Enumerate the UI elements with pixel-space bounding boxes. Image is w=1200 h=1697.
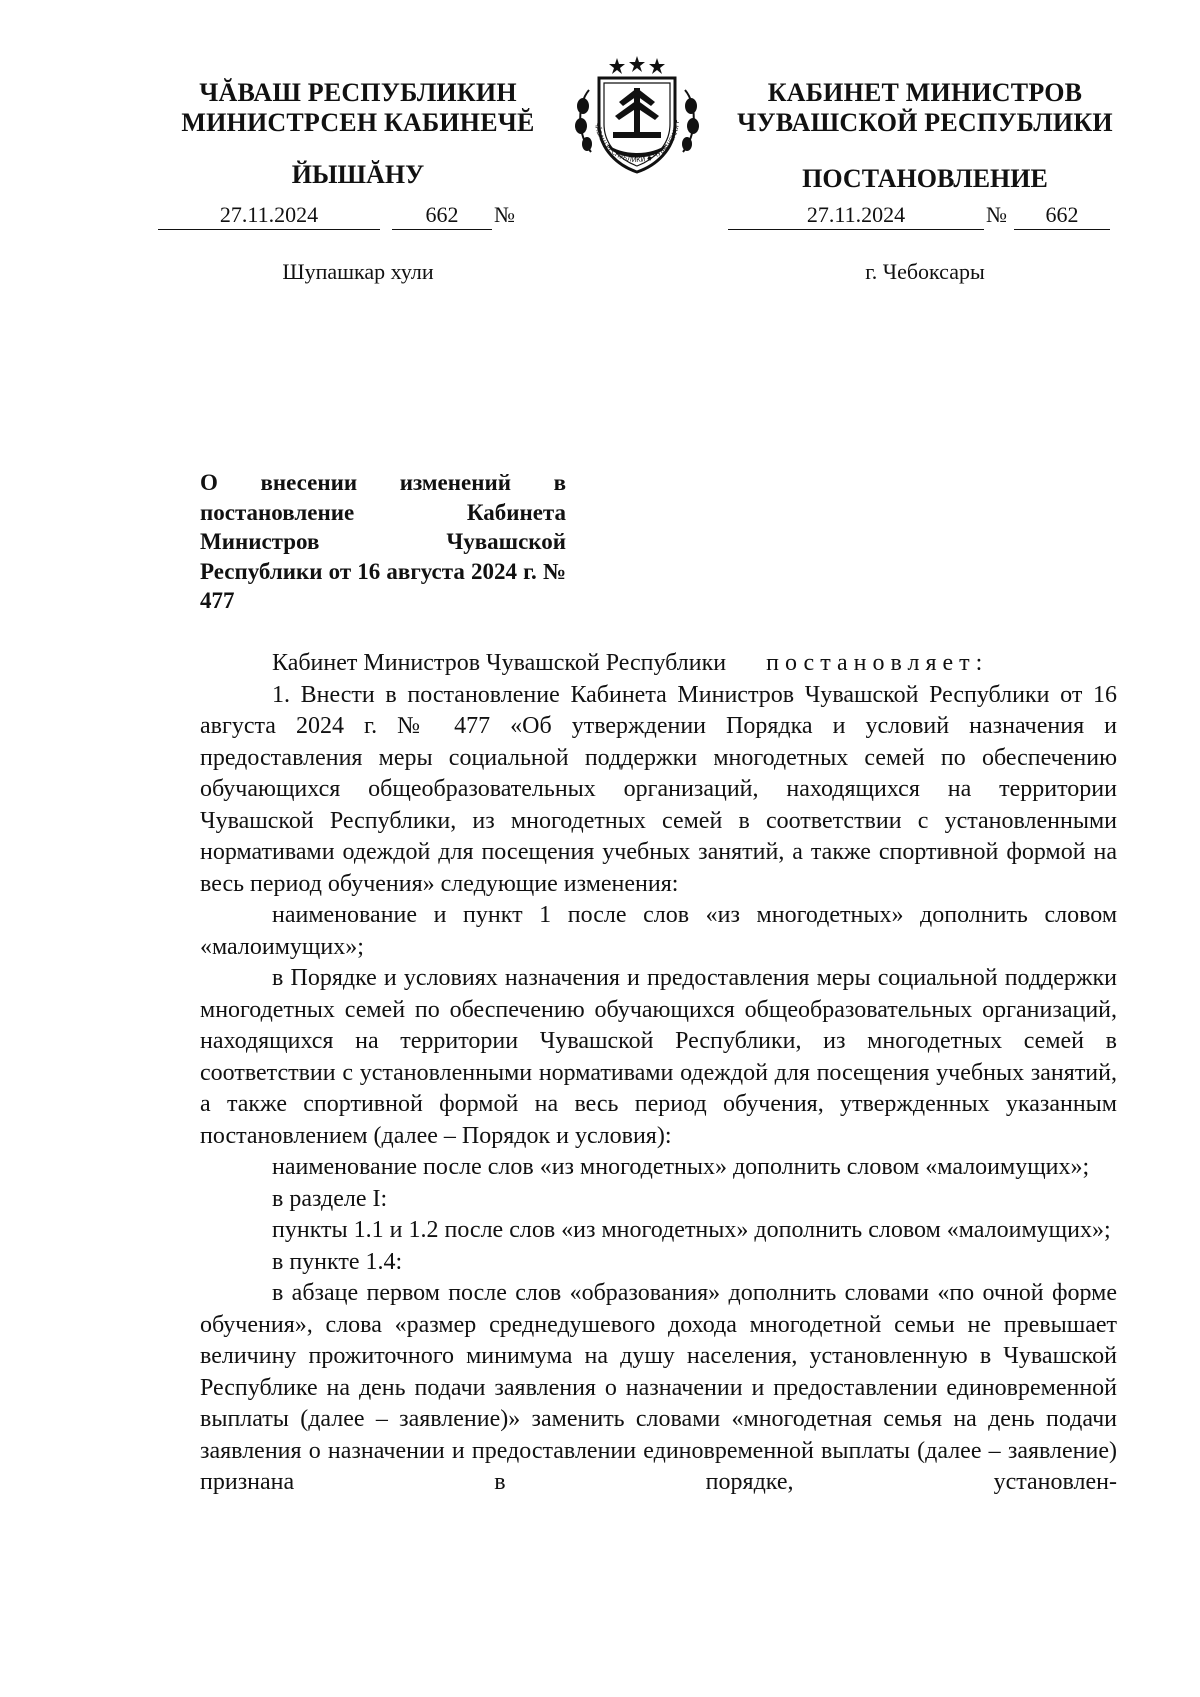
russian-authority-title (730, 78, 1120, 138)
chuvash-authority-title (168, 78, 548, 138)
russian-date-field: 27.11.2024 (728, 200, 984, 230)
intro-line (200, 648, 1117, 680)
paragraph-4: наименование после слов «из многодетных» дополнить словом «малоимущих»; (272, 1154, 1090, 1180)
paragraph-5: в разделе I: (272, 1185, 388, 1212)
russian-title-line2: ЧУВАШСКОЙ РЕСПУБЛИКИ (737, 108, 1113, 137)
chuvash-number-sign: № (494, 202, 515, 227)
svg-text:ЧĂВАШ РЕСПУБЛИКИ ◆ ЧУВАШСКАЯ Р: ЧĂВАШ РЕСПУБЛИКИ ◆ ЧУВАШСКАЯ Р (593, 119, 682, 165)
resolution-body (200, 648, 1117, 1499)
chuvash-number-field: 662 (392, 200, 492, 230)
paragraph-1: 1. Внести в постановление Кабинета Министров Чувашской Республики от 16 августа 2024 г. № 477 «Об утверждении Порядка и условий назначения и предоставления меры социальной поддержки многодетных семей по обеспечению обучающихся общеобразовательных организаций, находящихся на территории Чувашской Республики, из многодетных семей в соответствии с установленными нормативами одеждой для посещения учебных занятий, а также спортивной формой на весь период обучения» следующие изменения: (200, 681, 1117, 897)
paragraph-6: пункты 1.1 и 1.2 после слов «из многодетных» дополнить словом «малоимущих»; (272, 1217, 1111, 1243)
chuvash-date-field: 27.11.2024 (158, 200, 380, 230)
paragraph-2: наименование и пункт 1 после слов «из многодетных» дополнить словом «малоимущих»; (200, 902, 1117, 960)
paragraph-8: в абзаце первом после слов «образования» дополнить словами «по очной форме обучения», слова «размер среднедушевого дохода многодетной семьи не превышает величину прожиточного минимума на душу населения, установленную в Чувашской Республике на день подачи заявления о назначении и предоставлении единовременной выплаты (далее – заявление)» заменить словами «многодетная семья на день подачи заявления о назначении и предоставлении единовременной выплаты (далее – заявление) признана в порядке, установлен- (200, 1280, 1117, 1495)
russian-number-sign: № (986, 202, 1007, 227)
russian-city: г. Чебоксары (865, 259, 985, 284)
chuvash-doc-type: ЙЫШĂНУ (291, 160, 425, 189)
paragraph-7: в пункте 1.4: (272, 1248, 403, 1275)
intro-verb: постановляет: (766, 650, 989, 676)
russian-doc-type: ПОСТАНОВЛЕНИЕ (802, 164, 1048, 193)
chuvash-title-line2: МИНИСТРСЕН КАБИНЕЧĔ (181, 108, 535, 137)
chuvash-city: Шупашкар хули (282, 259, 434, 284)
russian-title-line1: КАБИНЕТ МИНИСТРОВ (767, 78, 1083, 107)
paragraph-3: в Порядке и условиях назначения и предоставления меры социальной поддержки многодетных семей по обеспечению обучающихся общеобразовательных организаций, находящихся на территории Чувашской Республики, из многодетных семей в соответствии с установленными нормативами одеждой для посещения учебных занятий, а также спортивной формой на весь период обучения, утвержденных указанным постановлением (далее – Порядок и условия): (200, 965, 1117, 1149)
chuvash-republic-emblem-icon (567, 54, 707, 184)
intro-text: Кабинет Министров Чувашской Республики (272, 650, 727, 676)
russian-number-field: 662 (1014, 200, 1110, 230)
chuvash-title-line1: ЧĂВАШ РЕСПУБЛИКИН (199, 78, 517, 107)
resolution-subject: О внесении изменений в постановление Кабинета Министров Чувашской Республики от 16 августа 2024 г. № 477 (200, 470, 566, 613)
